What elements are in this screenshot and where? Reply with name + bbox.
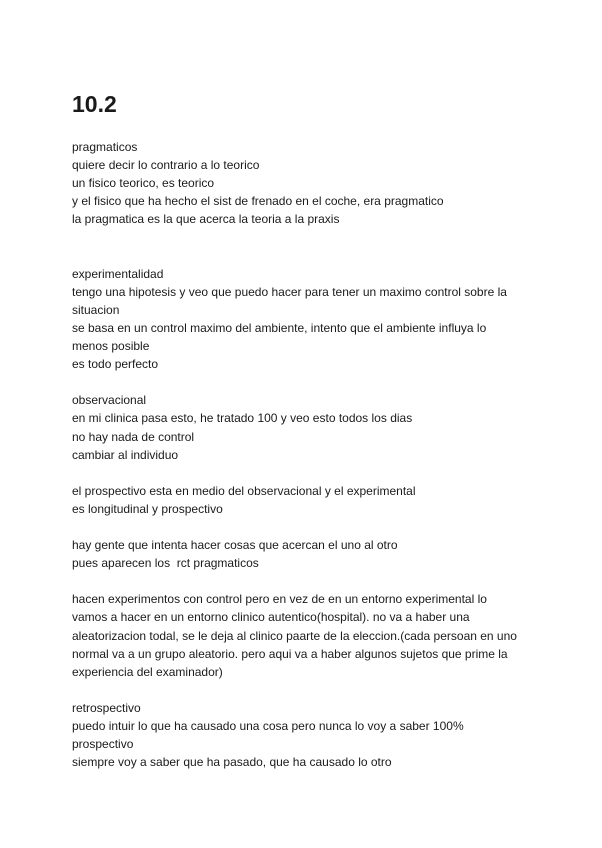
text-line: puedo intuir lo que ha causado una cosa pero nunca lo voy a saber 100% [72,719,464,733]
text-line: y el fisico que ha hecho el sist de frenado en el coche, era pragmatico [72,194,444,209]
text-line: pues aparecen los rct pragmaticos [72,556,259,571]
text-line: vamos a hacer en un entorno clinico autentico(hospital). no va a haber una [72,610,470,625]
paragraph-observacional [72,391,542,463]
text-line: se basa en un control maximo del ambiente, intento que el ambiente influya lo [72,320,487,335]
text-line: siempre voy a saber que ha pasado, que ha causado lo otro [72,755,392,770]
text-line: en mi clinica pasa esto, he tratado 100 y veo esto todos los dias [72,411,413,426]
text-line: no hay nada de control [72,429,195,444]
text-line: observacional [72,393,147,408]
paragraph-experimentos [72,590,542,680]
text-line: cambiar al individuo [72,447,179,462]
text-line: el prospectivo esta en medio del observacional y el experimental [72,483,416,498]
text-line: un fisico teorico, es teorico [72,176,215,191]
text-line: tengo una hipotesis y veo que puedo hacer para tener un maximo control sobre la [72,284,507,299]
page-title: 10.2 [72,91,117,117]
paragraph-pragmaticos [72,138,542,228]
document-body [72,138,542,789]
text-line: situacion [72,302,120,317]
text-line: quiere decir lo contrario a lo teorico [72,158,260,173]
text-line: menos posible [72,339,150,354]
text-line: experiencia del examinador) [72,664,223,679]
text-line: es longitudinal y prospectivo [72,501,223,516]
text-line: pragmaticos [72,140,138,154]
text-line: hay gente que intenta hacer cosas que acercan el uno al otro [72,538,398,553]
text-line: la pragmatica es la que acerca la teoria a la praxis [72,212,340,227]
text-line: hacen experimentos con control pero en vez de en un entorno experimental lo [72,592,487,607]
text-line: es todo perfecto [72,357,159,372]
paragraph-experimentalidad [72,265,542,374]
text-line: prospectivo [72,737,134,752]
paragraph-prospectivo [72,482,542,518]
text-line: normal va a un grupo aleatorio. pero aqui va a haber algunos sujetos que prime la [72,646,508,661]
text-line: retrospectivo [72,700,141,715]
text-line: aleatorizacion todal, se le deja al clinico paarte de la eleccion.(cada persoan en uno [72,628,517,643]
text-line: experimentalidad [72,266,164,281]
paragraph-rct-pragmaticos [72,536,542,572]
paragraph-retrospectivo [72,699,542,771]
